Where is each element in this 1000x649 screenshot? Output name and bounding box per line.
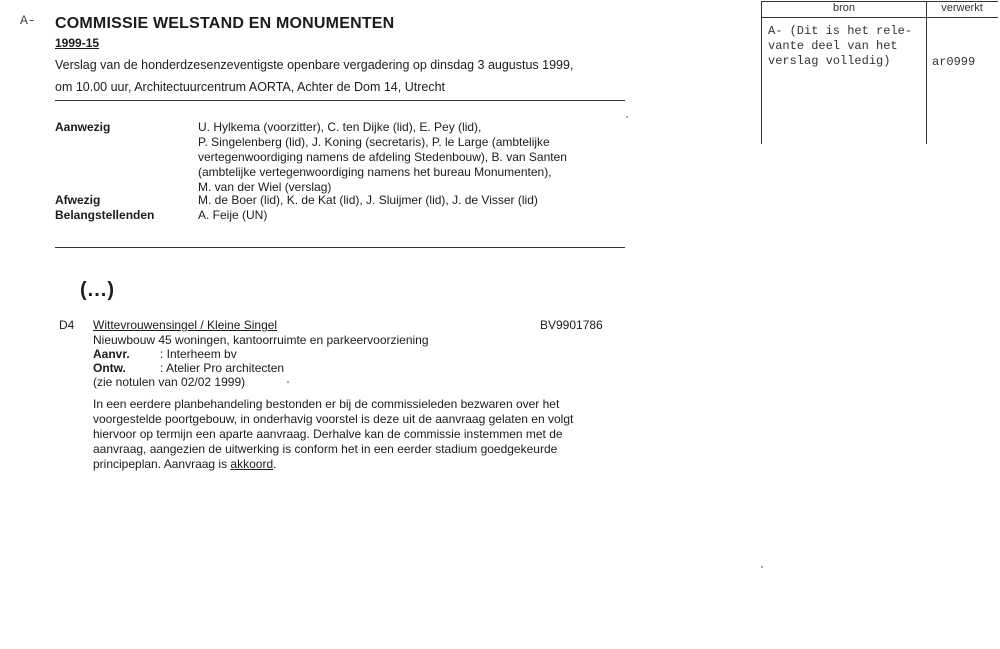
scan-speck (761, 566, 763, 568)
divider-bottom (55, 247, 625, 248)
paragraph-last-suffix: . (273, 457, 277, 471)
processed-column-header: verwerkt (941, 2, 983, 14)
stakeholders-label: Belangstellenden (55, 208, 155, 222)
paragraph-line: hiervoor op termijn een aparte aanvraag. Derhalve kan de commissie instemmen met de (93, 427, 563, 441)
divider-top (55, 100, 625, 101)
source-note: A- (Dit is het rele- vante deel van het verslag volledig) (768, 24, 913, 68)
intro-line-2: om 10.00 uur, Architectuurcentrum AORTA, Achter de Dom 14, Utrecht (55, 80, 445, 94)
paragraph-line-last (93, 457, 628, 472)
applicant-value: : Interheem bv (160, 347, 237, 361)
item-decision-paragraph (93, 397, 628, 472)
absent-list: M. de Boer (lid), K. de Kat (lid), J. Sluijmer (lid), J. de Visser (lid) (198, 193, 538, 207)
paragraph-last-prefix: principeplan. Aanvraag is (93, 457, 231, 471)
present-label: Aanwezig (55, 120, 111, 134)
document-number: 1999-15 (55, 36, 100, 50)
side-table-left-border (761, 1, 762, 144)
present-line: vertegenwoordiging namens de afdeling Stedenbouw), B. van Santen (198, 150, 567, 164)
processed-value: ar0999 (932, 55, 976, 69)
decision-keyword: akkoord (230, 457, 274, 471)
paragraph-line: voorgestelde poortgebouw, in onderhavig voorstel is deze uit de aanvraag gelaten en volgt (93, 412, 574, 426)
side-table-column-divider (926, 1, 927, 144)
absent-label: Afwezig (55, 193, 101, 207)
source-column-header: bron (832, 2, 856, 14)
scan-speck (287, 381, 289, 383)
paragraph-line: In een eerdere planbehandeling bestonden er bij de commissieleden bezwaren over het (93, 397, 560, 411)
present-line: U. Hylkema (voorzitter), C. ten Dijke (lid), E. Pey (lid), (198, 120, 482, 134)
document-title: COMMISSIE WELSTAND EN MONUMENTEN (55, 15, 395, 32)
designer-value: : Atelier Pro architecten (160, 361, 285, 375)
item-title: Wittevrouwensingel / Kleine Singel (93, 318, 278, 332)
stakeholders-list: A. Feije (UN) (198, 208, 268, 222)
applicant-label: Aanvr. (93, 347, 130, 361)
scan-speck (626, 116, 628, 118)
omission-marker: (...) (80, 279, 115, 301)
present-list (198, 120, 618, 195)
present-line: P. Singelenberg (lid), J. Koning (secretaris), P. le Large (ambtelijke (198, 135, 550, 149)
side-table-header-border (761, 17, 998, 18)
intro-line-1: Verslag van de honderdzesenzeventigste openbare vergadering op dinsdag 3 augustus 1999, (55, 58, 574, 72)
present-line: M. van der Wiel (verslag) (198, 180, 332, 194)
item-note: (zie notulen van 02/02 1999) (93, 375, 246, 389)
item-subtitle: Nieuwbouw 45 woningen, kantoorruimte en parkeervoorziening (93, 333, 429, 347)
present-line: (ambtelijke vertegenwoordiging namens het bureau Monumenten), (198, 165, 552, 179)
designer-label: Ontw. (93, 361, 126, 375)
section-marker: A- (20, 13, 36, 28)
item-reference: BV9901786 (540, 318, 603, 332)
paragraph-line: aanvraag, aangezien de uitwerking is conform het in een eerder stadium goedgekeurde (93, 442, 558, 456)
item-id: D4 (59, 318, 75, 332)
